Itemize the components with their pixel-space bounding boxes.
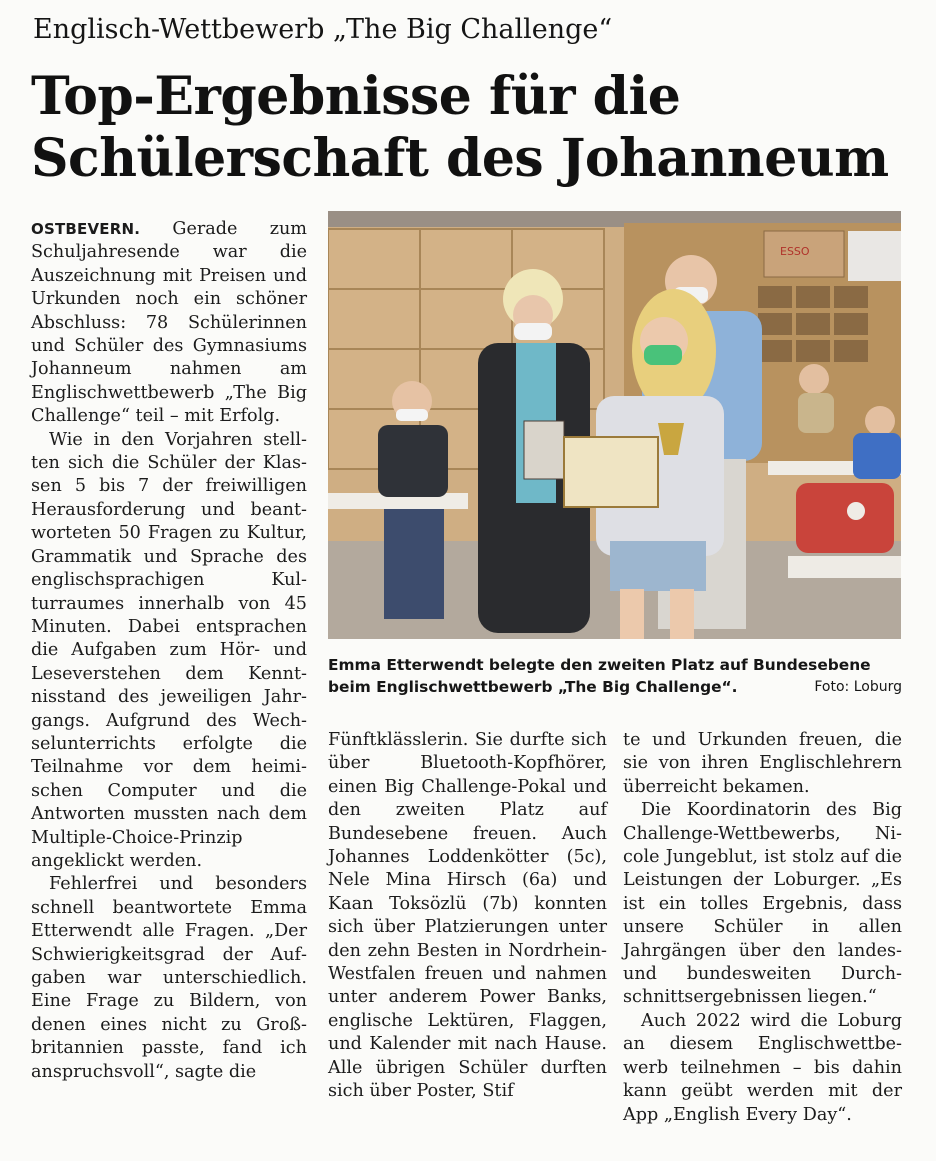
article-photo [328,211,901,639]
paragraph: Die Koordinatorin des Big Challenge-Wettbewerbs, Nicole Jungeblut, ist stolz auf die Leistungen der Loburger. „Es ist ein tolles Ergebnis, dass unsere Schüler in allen Jahrgängen über den landes- und bundesweiten Durchschnittsergebnissen liegen.“ [623,800,902,1008]
mask [644,345,682,365]
paragraph: Auch 2022 wird die Loburg an diesem Englischwettbewerb teilnehmen – bis dahin kann geübt werden mit der App „English Every Day“. [623,1010,902,1125]
dateline: OSTBEVERN. [31,220,141,238]
headline-line-1: Top-Ergebnisse für die [31,66,681,127]
caption-text: Emma Etterwendt belegte den zweiten Platz auf Bundesebene beim Englischwettbewerb „The Big Challenge“. [328,656,871,696]
kicker: Englisch-Wettbewerb „The Big Challenge“ [33,14,613,45]
photo-credit: Foto: Loburg [814,679,902,695]
paragraph: Fünftklässlerin. Sie durfte sich über Bluetooth-Kopfhörer, einen Big Challenge-Pokal und den zweiten Platz auf Bundesebene freuen. Auch Johannes Loddenkötter (5c), Nele Mina Hirsch (6a) und Kaan Toksözlü (7b) konnten sich über Platzierungen unter den zehn Besten in Nordrhein-Westfalen freuen und nahmen unter anderem Power Banks, englische Lektüren, Flaggen, und Kalender mit nach Hause. Alle übrigen Schüler durften sich über Poster, Stif [328,730,607,1102]
headline-line-2: Schülerschaft des Johanneum [31,128,889,189]
box-label: ESSO [780,245,810,258]
paragraph: Fehlerfrei und besonders schnell beantwortete Emma Etterwendt alle Fragen. „Der Schwierigkeitsgrad der Aufgaben war unterschiedlich. Eine Frage zu Bildern, von denen eines nicht zu Großbritannien passte, fand ich anspruchsvoll“, sagte die [31,874,307,1082]
text-column-3 [623,729,902,1127]
classroom-photo-illustration [328,211,901,639]
headline [31,66,911,190]
paragraph: OSTBEVERN. Gerade zum Schuljahresende war die Auszeichnung mit Preisen und Urkunden noch ein schöner Abschluss: 78 Schülerinnen und Schüler des Gymnasiums Johanneum nahmen am Englischwettbewerb „The Big Challenge“ teil – mit Erfolg. [31,219,307,427]
text-column-1 [31,218,307,1084]
photo-caption [328,654,902,698]
paragraph: te und Urkunden freuen, die sie von ihren Englischlehrern überreicht bekamen. [623,730,902,797]
text-column-2 [328,729,607,1104]
paragraph: Wie in den Vorjahren stellten sich die Schüler der Klassen 5 bis 7 der freiwilligen Herausforderung und beantworteten 50 Fragen zu Kultur, Grammatik und Sprache des englischsprachigen Kulturraumes innerhalb von 45 Minuten. Dabei entsprachen die Aufgaben zum Hör- und Leseverstehen dem Kenntnisstand des jeweiligen Jahrgangs. Aufgrund des Wechselunterrichts erfolgte die Teilnahme vor dem heimischen Computer und die Antworten mussten nach dem Multiple-Choice-Prinzip angeklickt werden. [31,429,307,871]
